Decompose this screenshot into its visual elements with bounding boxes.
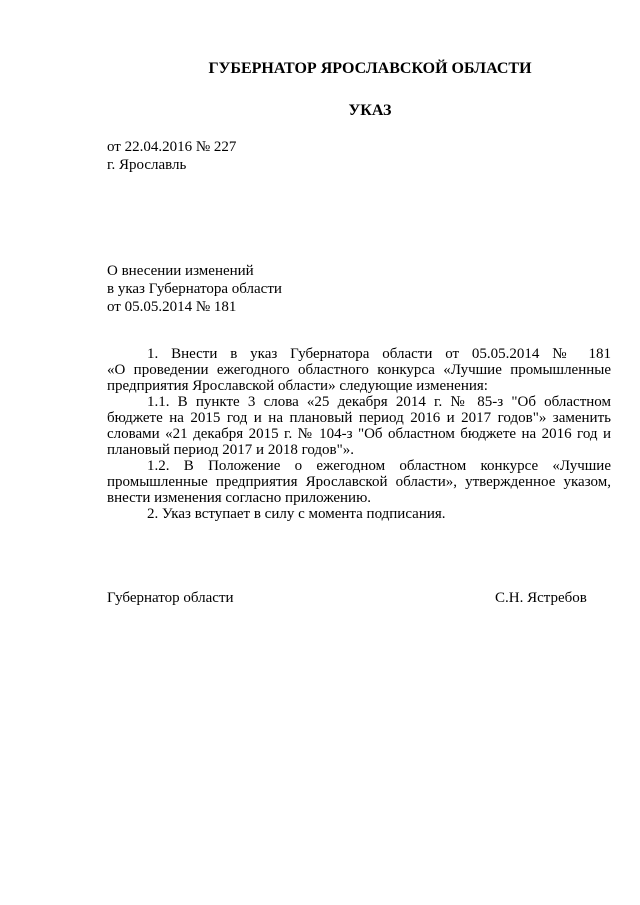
subject-line: в указ Губернатора области [107,281,282,297]
body-line: 1. Внести в указ Губернатора области от 05.05.2014 № 181 [147,346,611,362]
document-body [107,346,611,522]
document-type: УКАЗ [348,102,392,119]
body-line: 1.1. В пункте 3 слова «25 декабря 2014 г. № 85-з "Об областном [147,394,611,410]
body-line: внести изменения согласно приложению. [107,490,372,506]
body-line: 2. Указ вступает в силу с момента подписания. [147,506,446,522]
body-line: предприятия Ярославской области» следующие изменения: [107,378,488,394]
body-line: 1.2. В Положение о ежегодном областном конкурсе «Лучшие [147,458,611,474]
date-number: от 22.04.2016 № 227 [107,139,237,155]
city: г. Ярославль [107,157,187,173]
body-line: «О проведении ежегодного областного конкурса «Лучшие промышленные [107,362,611,378]
subject-line: О внесении изменений [107,263,254,279]
subject-line: от 05.05.2014 № 181 [107,299,237,315]
body-line: словами «21 декабря 2015 г. № 104-з "Об областном бюджете на 2016 год и [107,426,611,442]
body-line: бюджете на 2015 год и на плановый период 2016 и 2017 годов"» заменить [107,410,611,426]
signature-name: С.Н. Ястребов [495,590,587,606]
document-title: ГУБЕРНАТОР ЯРОСЛАВСКОЙ ОБЛАСТИ [208,60,532,77]
body-line: плановый период 2017 и 2018 годов"». [107,442,355,458]
signature-position: Губернатор области [107,590,234,606]
body-line: промышленные предприятия Ярославской области», утвержденное указом, [107,474,611,490]
